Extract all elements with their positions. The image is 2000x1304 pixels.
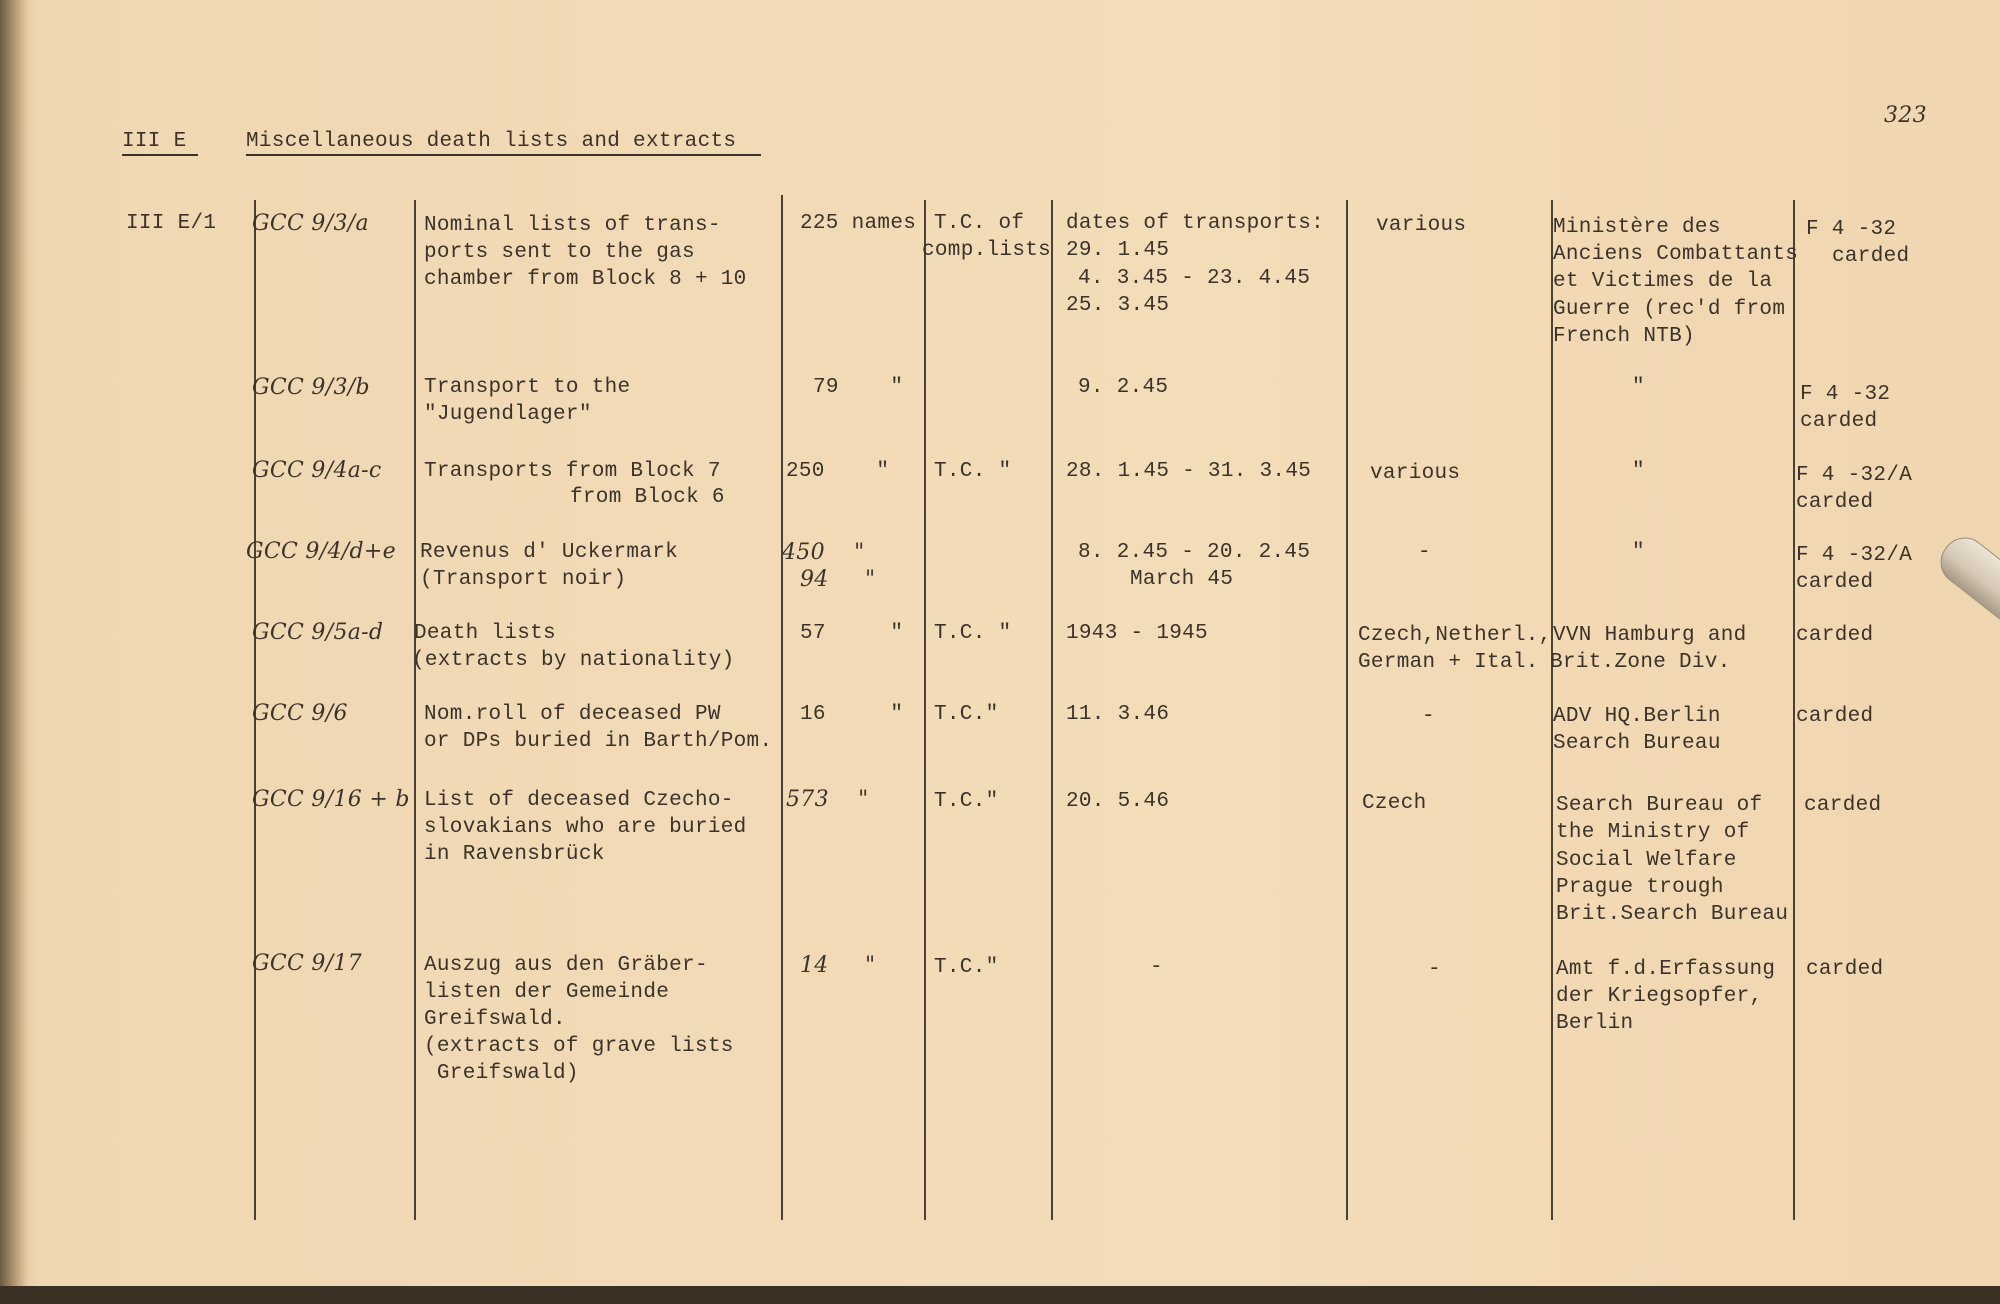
- row-desc-line: Nom.roll of deceased PW: [424, 703, 721, 726]
- row-count: 450 ": [782, 540, 865, 565]
- row-source-line: Prague trough: [1556, 876, 1724, 899]
- row-dates-line: 25. 3.45: [1066, 294, 1170, 317]
- row-status-line: F 4 -32: [1806, 218, 1897, 241]
- row-source-line: der Kriegsopfer,: [1556, 985, 1763, 1008]
- row-source-line: Search Bureau: [1553, 732, 1721, 755]
- row-count: 573 ": [786, 787, 869, 812]
- section-title-underline: [246, 154, 761, 156]
- row-source-line: VVN Hamburg and: [1553, 624, 1747, 647]
- row-dates-line: 29. 1.45: [1066, 239, 1170, 262]
- row-nationality: various: [1376, 214, 1467, 237]
- row-ref: GCC 9/17: [252, 951, 363, 976]
- row-status-line: carded: [1832, 245, 1910, 268]
- row-desc-line: (Transport noir): [420, 568, 627, 591]
- row-desc-line: Greifswald.: [424, 1008, 566, 1031]
- row-count: 57 ": [800, 622, 904, 645]
- row-dates-line: 11. 3.46: [1066, 703, 1170, 726]
- row-nationality: -: [1418, 541, 1431, 564]
- column-rule-4: [924, 200, 926, 1220]
- row-desc-line: (extracts of grave lists: [424, 1035, 734, 1058]
- column-rule-3: [781, 195, 783, 1220]
- row-source-line: Berlin: [1556, 1012, 1634, 1035]
- row-dates-line: 4. 3.45 - 23. 4.45: [1078, 267, 1311, 290]
- row-ref: GCC 9/3/b: [252, 375, 370, 400]
- row-source-line: Guerre (rec'd from: [1553, 298, 1786, 321]
- column-rule-6: [1346, 200, 1348, 1220]
- column-rule-2: [414, 200, 416, 1220]
- row-count: 94 ": [800, 567, 876, 592]
- row-status-line: F 4 -32/A: [1796, 544, 1913, 567]
- book-binding: [0, 0, 28, 1304]
- row-id: III E/1: [126, 212, 217, 235]
- row-desc-line: Nominal lists of trans-: [424, 214, 721, 237]
- row-source-line: Brit.Search Bureau: [1556, 903, 1789, 926]
- row-nationality: German + Ital.: [1358, 651, 1539, 674]
- row-desc-line: in Ravensbrück: [424, 843, 605, 866]
- row-status-line: carded: [1800, 410, 1878, 433]
- row-source-line: ": [1632, 541, 1645, 564]
- pen-object: [1931, 528, 2000, 659]
- row-source-line: et Victimes de la: [1553, 270, 1773, 293]
- row-nationality: various: [1370, 462, 1461, 485]
- column-rule-8: [1793, 200, 1795, 1220]
- row-tc-line: T.C.": [934, 956, 999, 979]
- row-status-line: F 4 -32: [1800, 383, 1891, 406]
- column-rule-5: [1051, 200, 1053, 1220]
- row-desc-line: or DPs buried in Barth/Pom.: [424, 730, 773, 753]
- row-desc-line: Auszug aus den Gräber-: [424, 954, 708, 977]
- row-ref: GCC 9/4a-c: [252, 458, 382, 483]
- row-dates-line: dates of transports:: [1066, 212, 1325, 235]
- row-desc-line: ports sent to the gas: [424, 241, 695, 264]
- row-tc-line: T.C. of: [934, 212, 1025, 235]
- row-source-line: ADV HQ.Berlin: [1553, 705, 1721, 728]
- row-desc-line: slovakians who are buried: [424, 816, 747, 839]
- row-dates-line: 9. 2.45: [1078, 376, 1169, 399]
- row-status-line: carded: [1806, 958, 1884, 981]
- row-nationality: Czech: [1362, 792, 1427, 815]
- row-desc-line: listen der Gemeinde: [424, 981, 670, 1004]
- page-number: 323: [1884, 103, 1927, 128]
- row-nationality: Czech,Netherl.,: [1358, 624, 1552, 647]
- row-ref: GCC 9/3/a: [252, 211, 369, 236]
- row-ref: GCC 9/16 + b: [252, 787, 410, 812]
- row-status-line: carded: [1796, 571, 1874, 594]
- section-title: Miscellaneous death lists and extracts: [246, 130, 737, 153]
- row-desc-line: Transports from Block 7: [424, 460, 721, 483]
- row-dates-line: -: [1150, 956, 1163, 979]
- row-status-line: carded: [1796, 624, 1874, 647]
- row-source-line: the Ministry of: [1556, 821, 1750, 844]
- section-code-underline: [122, 154, 198, 156]
- row-desc-line: (extracts by nationality): [412, 649, 735, 672]
- row-tc-line: T.C. ": [934, 460, 1012, 483]
- row-desc-line: Greifswald): [424, 1062, 579, 1085]
- row-tc-line: comp.lists: [922, 239, 1052, 262]
- row-dates-line: March 45: [1130, 568, 1234, 591]
- row-status-line: carded: [1796, 705, 1874, 728]
- row-tc-line: T.C. ": [934, 622, 1012, 645]
- row-dates-line: 1943 - 1945: [1066, 622, 1208, 645]
- row-desc-line: List of deceased Czecho-: [424, 789, 734, 812]
- row-ref: GCC 9/4/d+e: [246, 539, 396, 564]
- row-desc-line: from Block 6: [570, 486, 725, 509]
- row-desc-line: chamber from Block 8 + 10: [424, 268, 747, 291]
- row-source-line: French NTB): [1553, 325, 1695, 348]
- row-status-line: F 4 -32/A: [1796, 464, 1913, 487]
- row-source-line: ": [1632, 376, 1645, 399]
- row-tc-line: T.C.": [934, 790, 999, 813]
- row-source-line: Search Bureau of: [1556, 794, 1763, 817]
- row-count: 225 names: [800, 212, 917, 235]
- row-desc-line: Transport to the: [424, 376, 631, 399]
- row-ref: GCC 9/5a-d: [252, 620, 384, 645]
- row-status-line: carded: [1796, 491, 1874, 514]
- row-source-line: Brit.Zone Div.: [1550, 651, 1731, 674]
- row-desc-line: "Jugendlager": [424, 403, 592, 426]
- row-desc-line: Death lists: [414, 622, 556, 645]
- row-count: 14 ": [800, 953, 876, 978]
- row-nationality: -: [1422, 705, 1435, 728]
- row-ref: GCC 9/6: [252, 701, 348, 726]
- row-count: 79 ": [813, 376, 904, 399]
- section-code: III E: [122, 130, 187, 153]
- row-tc-line: T.C.": [934, 703, 999, 726]
- row-source-line: Social Welfare: [1556, 849, 1737, 872]
- row-count: 16 ": [800, 703, 904, 726]
- row-dates-line: 20. 5.46: [1066, 790, 1170, 813]
- row-dates-line: 8. 2.45 - 20. 2.45: [1078, 541, 1311, 564]
- row-source-line: Anciens Combattants: [1553, 243, 1799, 266]
- row-source-line: Ministère des: [1553, 216, 1721, 239]
- row-dates-line: 28. 1.45 - 31. 3.45: [1066, 460, 1312, 483]
- row-desc-line: Revenus d' Uckermark: [420, 541, 679, 564]
- row-status-line: carded: [1804, 794, 1882, 817]
- page-bottom-edge: [0, 1286, 2000, 1304]
- row-source-line: ": [1632, 460, 1645, 483]
- row-nationality: -: [1428, 958, 1441, 981]
- row-source-line: Amt f.d.Erfassung: [1556, 958, 1776, 981]
- row-count: 250 ": [786, 460, 890, 483]
